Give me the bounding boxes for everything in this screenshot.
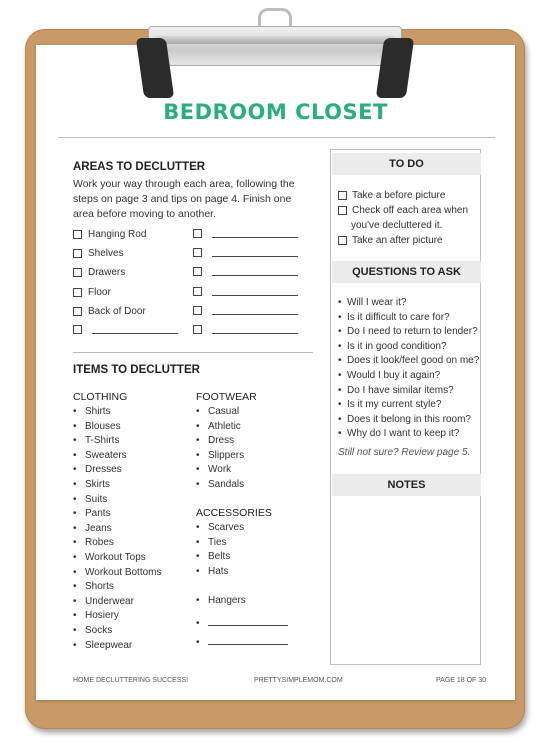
- list-item: • Hats: [196, 565, 244, 580]
- clothing-label: CLOTHING: [73, 391, 128, 403]
- question-item: • Does it look/feel good on me?: [338, 354, 479, 369]
- checkbox[interactable]: [193, 229, 202, 238]
- clipboard-clip: [140, 8, 410, 92]
- area-blank[interactable]: [193, 229, 298, 238]
- list-item: • Casual: [196, 405, 244, 420]
- checkbox[interactable]: [338, 236, 347, 245]
- items-heading: ITEMS TO DECLUTTER: [73, 364, 200, 376]
- blank-line[interactable]: [92, 325, 178, 334]
- question-item: • Does it belong in this room?: [338, 413, 479, 428]
- notes-heading: NOTES: [332, 474, 481, 496]
- questions-heading: QUESTIONS TO ASK: [332, 261, 481, 283]
- todo-heading: TO DO: [332, 153, 481, 175]
- list-item: • Jeans: [73, 522, 162, 537]
- area-blank[interactable]: [193, 287, 298, 296]
- areas-instructions: Work your way through each area, following the steps on page 3 and tips on page 4. Finish one area before moving to another.: [73, 178, 295, 220]
- checkbox[interactable]: [338, 206, 347, 215]
- list-item: • Dresses: [73, 463, 162, 478]
- checkbox[interactable]: [193, 287, 202, 296]
- accessories-list: [196, 521, 244, 579]
- blank-line[interactable]: [208, 636, 288, 645]
- checkbox[interactable]: [73, 288, 82, 297]
- checkbox[interactable]: [338, 191, 347, 200]
- list-item: • Pants: [73, 507, 162, 522]
- list-item: • Hangers: [196, 594, 246, 609]
- footer-center: PRETTYSIMPLEMOM.COM: [254, 677, 343, 684]
- list-item: • Ties: [196, 536, 244, 551]
- list-item: • Sweaters: [73, 449, 162, 464]
- list-item: • Workout Bottoms: [73, 566, 162, 581]
- question-item: • Is it in good condition?: [338, 340, 479, 355]
- list-item: • Belts: [196, 550, 244, 565]
- blank-lines-list: [196, 614, 288, 652]
- still-not-sure-note: Still not sure? Review page 5.: [338, 447, 471, 458]
- checkbox[interactable]: [193, 325, 202, 334]
- footer-left: HOME DECLUTTERING SUCCESS!: [73, 677, 189, 684]
- todo-item[interactable]: Take an after picture: [338, 234, 468, 248]
- list-item: • Slippers: [196, 449, 244, 464]
- todo-item[interactable]: Check off each area when: [338, 204, 468, 218]
- list-item: • Workout Tops: [73, 551, 162, 566]
- footwear-label: FOOTWEAR: [196, 391, 257, 403]
- question-item: • Is it my current style?: [338, 398, 479, 413]
- list-item: • Sandals: [196, 478, 244, 493]
- blank-line[interactable]: [208, 617, 288, 626]
- list-item-blank[interactable]: [196, 614, 288, 633]
- checkbox[interactable]: [73, 325, 82, 334]
- checkbox[interactable]: [193, 248, 202, 257]
- area-blank[interactable]: [193, 306, 298, 315]
- clip-bar: [156, 36, 394, 44]
- list-item: • Underwear: [73, 595, 162, 610]
- clothing-list: [73, 405, 162, 653]
- todo-item-continuation: you've decluttered it.: [351, 220, 443, 231]
- area-back-of-door[interactable]: Back of Door: [73, 306, 146, 317]
- list-item: • Suits: [73, 493, 162, 508]
- accessories-label: ACCESSORIES: [196, 507, 272, 519]
- area-blank[interactable]: [193, 248, 298, 257]
- areas-heading: AREAS TO DECLUTTER: [73, 161, 206, 173]
- blank-line[interactable]: [212, 267, 298, 276]
- question-item: • Is it difficult to care for?: [338, 311, 479, 326]
- area-blank[interactable]: [193, 267, 298, 276]
- blank-line[interactable]: [212, 287, 298, 296]
- list-item-blank[interactable]: [196, 633, 288, 652]
- list-item: • Dress: [196, 434, 244, 449]
- area-shelves[interactable]: Shelves: [73, 248, 124, 259]
- list-item: • Scarves: [196, 521, 244, 536]
- checkbox[interactable]: [73, 307, 82, 316]
- page-title: BEDROOM CLOSET: [163, 100, 388, 124]
- list-item: • Skirts: [73, 478, 162, 493]
- footwear-list: [196, 405, 244, 493]
- list-item: • Socks: [73, 624, 162, 639]
- list-item: • Work: [196, 463, 244, 478]
- list-item: • Athletic: [196, 420, 244, 435]
- question-item: • Do I have similar items?: [338, 384, 479, 399]
- blank-line[interactable]: [212, 248, 298, 257]
- list-item: • T-Shirts: [73, 434, 162, 449]
- todo-list: [338, 189, 468, 249]
- blank-line[interactable]: [212, 229, 298, 238]
- checkbox[interactable]: [193, 267, 202, 276]
- section-divider: [73, 352, 313, 353]
- area-floor[interactable]: Floor: [73, 287, 111, 298]
- area-blank[interactable]: [73, 325, 178, 334]
- area-blank[interactable]: [193, 325, 298, 334]
- todo-item[interactable]: Take a before picture: [338, 189, 468, 203]
- list-item: • Robes: [73, 536, 162, 551]
- checkbox[interactable]: [193, 306, 202, 315]
- checkbox[interactable]: [73, 249, 82, 258]
- question-item: • Do I need to return to lender?: [338, 325, 479, 340]
- checkbox[interactable]: [73, 230, 82, 239]
- list-item: • Shorts: [73, 580, 162, 595]
- accessories-extra-list: [196, 594, 246, 609]
- area-drawers[interactable]: Drawers: [73, 267, 125, 278]
- question-item: • Will I wear it?: [338, 296, 479, 311]
- list-item: • Blouses: [73, 420, 162, 435]
- footer-right: PAGE 18 OF 30: [436, 677, 487, 684]
- list-item: • Shirts: [73, 405, 162, 420]
- area-hanging-rod[interactable]: Hanging Rod: [73, 229, 146, 240]
- question-item: • Why do I want to keep it?: [338, 427, 479, 442]
- checkbox[interactable]: [73, 268, 82, 277]
- list-item: • Hosiery: [73, 609, 162, 624]
- title-divider: [58, 137, 495, 138]
- list-item: • Sleepwear: [73, 639, 162, 654]
- clip-plate: [148, 26, 402, 66]
- blank-line[interactable]: [212, 325, 298, 334]
- questions-list: [338, 296, 479, 442]
- blank-line[interactable]: [212, 306, 298, 315]
- question-item: • Would I buy it again?: [338, 369, 479, 384]
